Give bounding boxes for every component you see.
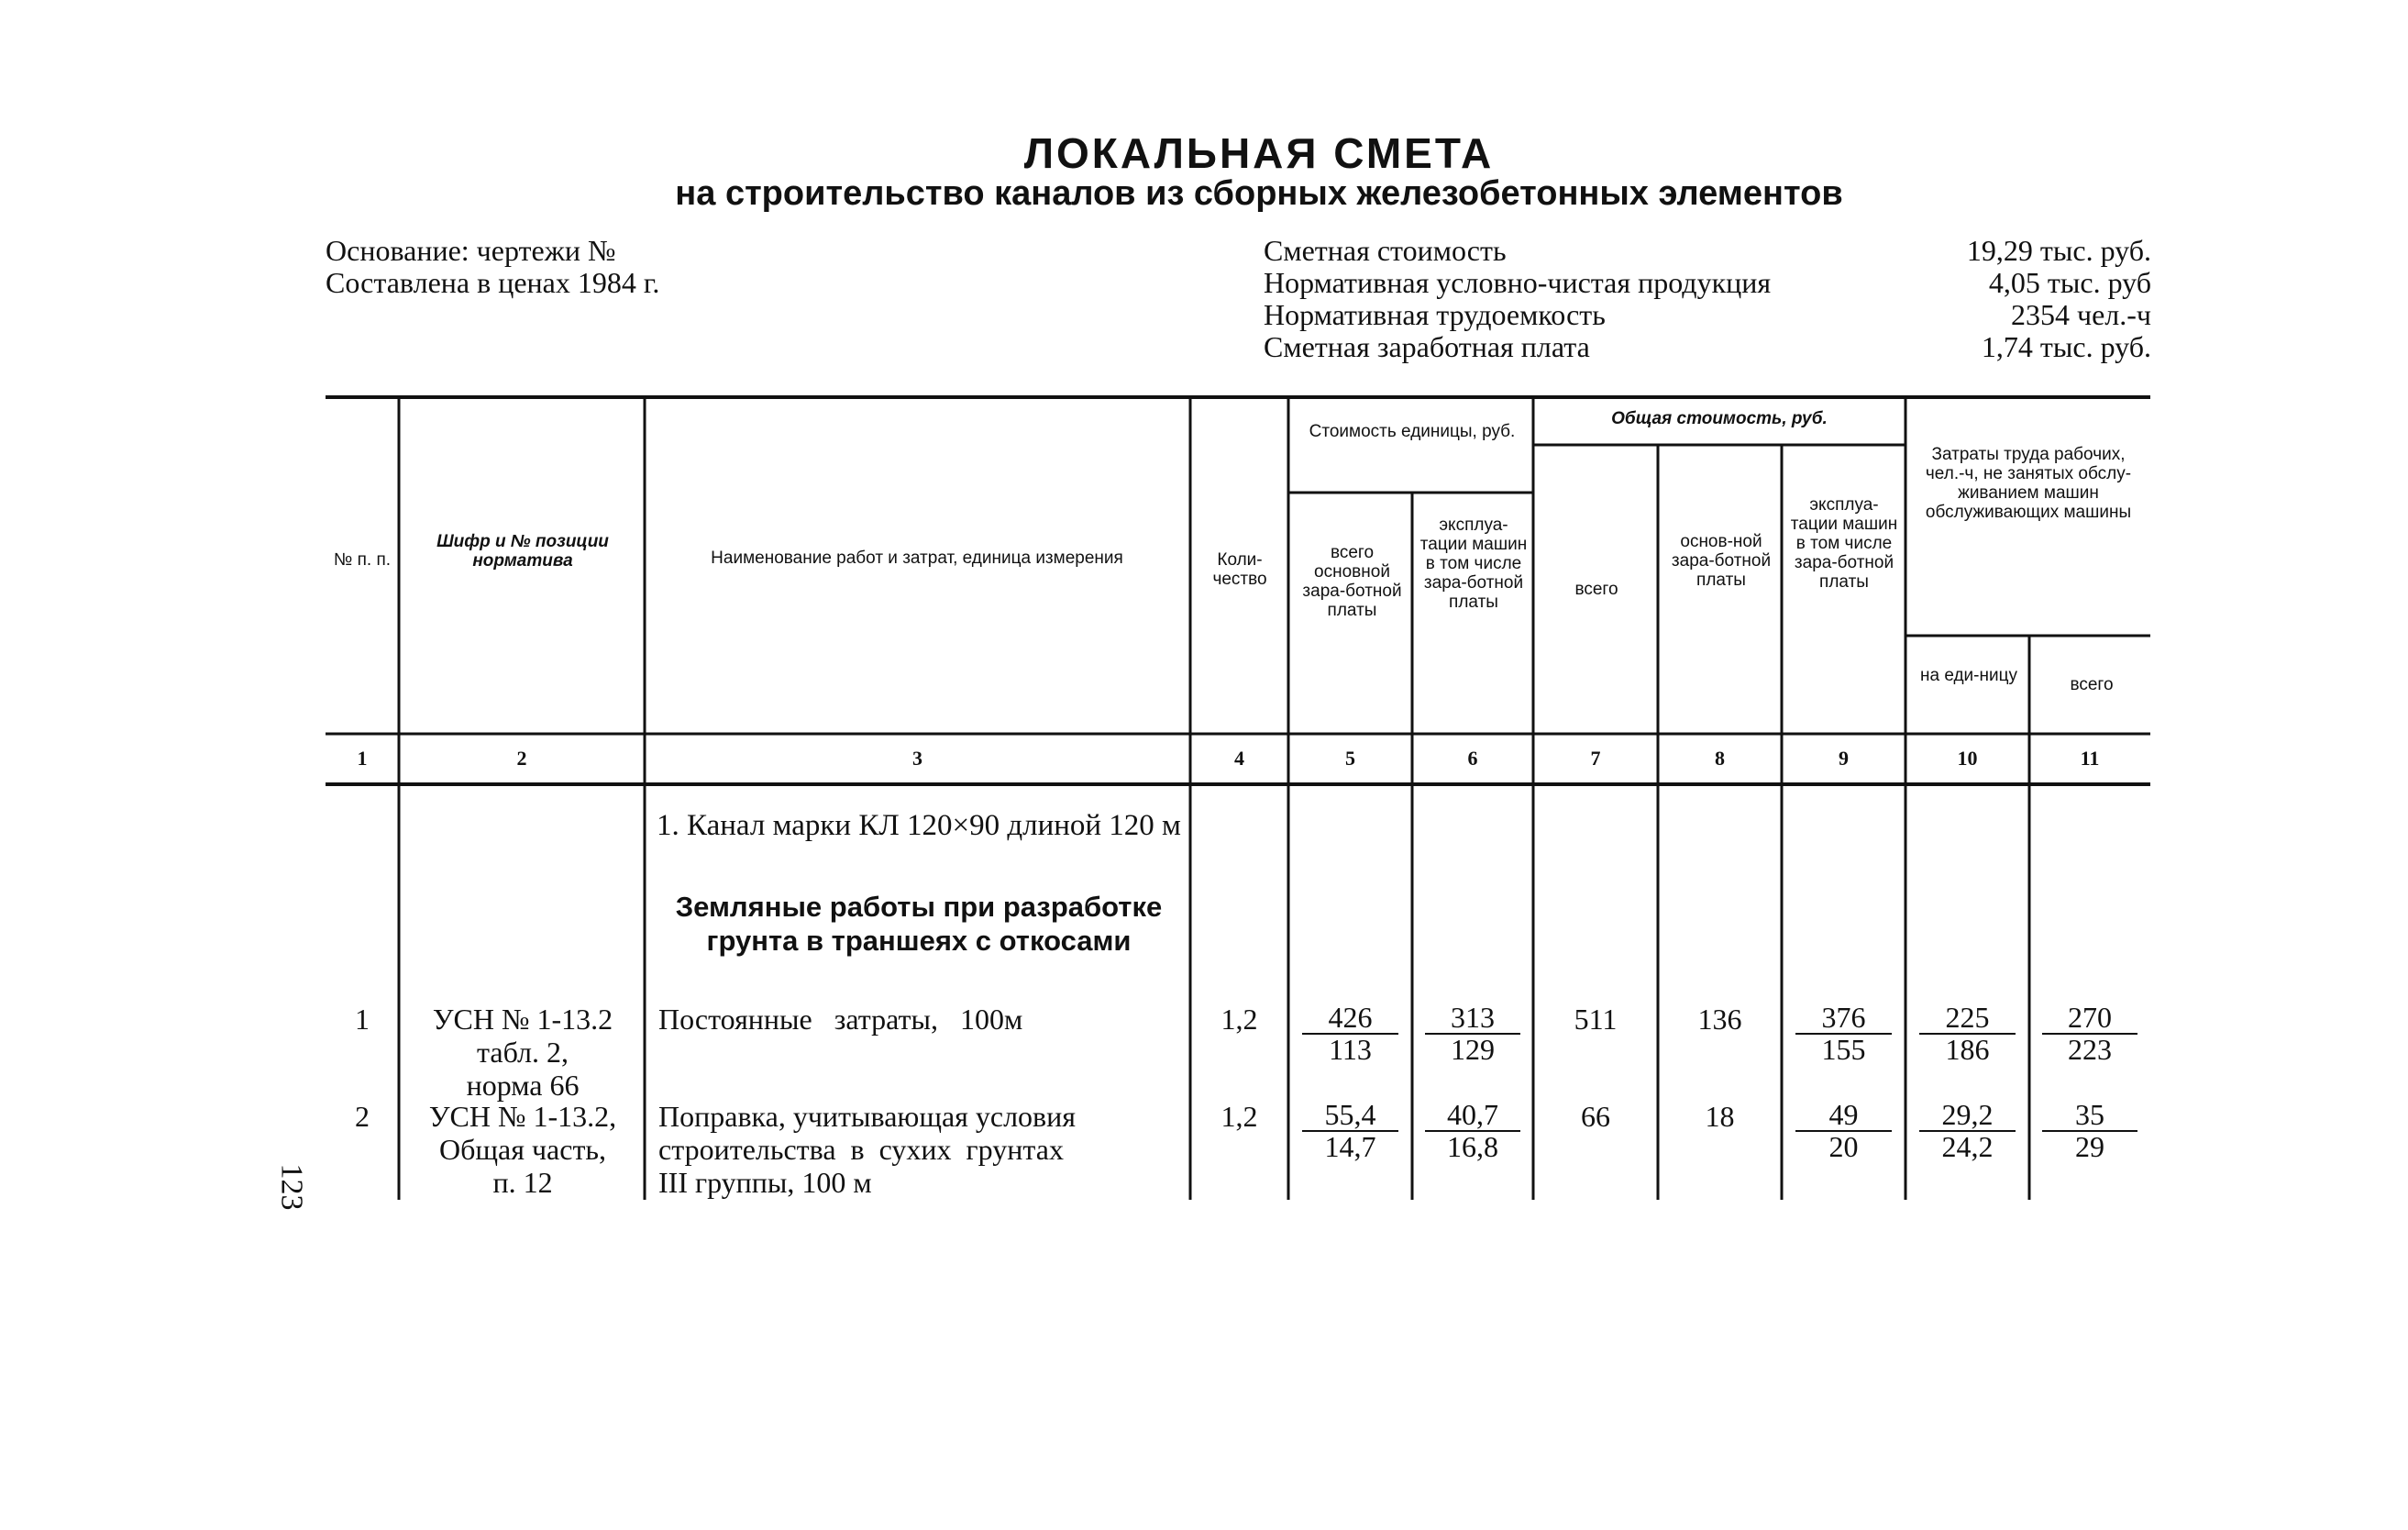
row-name: III группы, 100 м bbox=[658, 1166, 872, 1199]
row-code: п. 12 bbox=[492, 1166, 553, 1199]
row-col9-fraction bbox=[1795, 1003, 1892, 1065]
section-subheading: Земляные работы при разработке грунта в траншеях с откосами bbox=[675, 891, 1163, 957]
column-number: 10 bbox=[1957, 747, 1978, 770]
fraction-numerator: 376 bbox=[1795, 1003, 1892, 1035]
fraction-numerator: 426 bbox=[1302, 1003, 1398, 1035]
column-number: 6 bbox=[1467, 747, 1478, 770]
header-labor-group: Затраты труда рабочих, чел.-ч, не занятых обслу-живанием машин обслуживающих машины bbox=[1925, 445, 2132, 522]
row-col10-fraction bbox=[1919, 1100, 2016, 1162]
column-number: 9 bbox=[1839, 747, 1849, 770]
meta-prices: Составлена в ценах 1984 г. bbox=[326, 266, 660, 299]
fraction-numerator: 270 bbox=[2042, 1003, 2137, 1035]
row-quantity: 1,2 bbox=[1221, 1100, 1258, 1133]
document-subtitle: на строительство каналов из сборных железобетонных элементов bbox=[675, 174, 1843, 213]
meta-value: 2354 чел.-ч bbox=[2010, 298, 2151, 331]
section-heading: 1. Канал марки КЛ 120×90 длиной 120 м bbox=[657, 809, 1181, 842]
header-col-9: эксплуа-тации машин в том числе зара-ботной платы bbox=[1790, 495, 1898, 592]
fraction-numerator: 55,4 bbox=[1302, 1100, 1398, 1132]
header-col-1: № п. п. bbox=[333, 550, 392, 570]
row-col5-fraction bbox=[1302, 1003, 1398, 1065]
row-quantity: 1,2 bbox=[1221, 1003, 1258, 1036]
fraction-denominator: 186 bbox=[1945, 1033, 1990, 1066]
meta-label: Нормативная условно-чистая продукция bbox=[1264, 266, 1772, 299]
row-col9-fraction bbox=[1795, 1100, 1892, 1162]
row-code: табл. 2, bbox=[476, 1036, 569, 1069]
fraction-numerator: 40,7 bbox=[1425, 1100, 1520, 1132]
fraction-denominator: 223 bbox=[2068, 1033, 2112, 1066]
row-col7: 511 bbox=[1574, 1003, 1618, 1036]
row-number: 2 bbox=[355, 1100, 370, 1133]
header-col-3: Наименование работ и затрат, единица измерения bbox=[711, 549, 1123, 568]
header-col-6: эксплуа-тации машин в том числе зара-ботной платы bbox=[1419, 516, 1528, 612]
header-unit-cost-group: Стоимость единицы, руб. bbox=[1309, 422, 1516, 441]
fraction-numerator: 35 bbox=[2042, 1100, 2137, 1132]
column-number: 7 bbox=[1590, 747, 1601, 770]
column-number: 2 bbox=[516, 747, 527, 770]
header-col-8: основ-ной зара-ботной платы bbox=[1671, 532, 1772, 590]
column-number: 11 bbox=[2080, 747, 2100, 770]
fraction-numerator: 29,2 bbox=[1919, 1100, 2016, 1132]
row-col8: 136 bbox=[1697, 1003, 1742, 1036]
row-col6-fraction bbox=[1425, 1100, 1520, 1162]
meta-label: Нормативная трудоемкость bbox=[1264, 298, 1606, 331]
row-col11-fraction bbox=[2042, 1003, 2137, 1065]
row-col6-fraction bbox=[1425, 1003, 1520, 1065]
header-col-4: Коли-чество bbox=[1212, 550, 1267, 589]
row-code: Общая часть, bbox=[438, 1133, 607, 1166]
meta-value: 4,05 тыс. руб bbox=[1988, 266, 2151, 299]
row-code: УСН № 1-13.2, bbox=[428, 1100, 617, 1133]
fraction-denominator: 14,7 bbox=[1324, 1130, 1376, 1163]
row-col7: 66 bbox=[1581, 1100, 1610, 1133]
header-col-5: всего основной зара-ботной платы bbox=[1302, 543, 1402, 620]
row-name: строительства в сухих грунтах bbox=[658, 1133, 1064, 1166]
row-name: Поправка, учитывающая условия bbox=[658, 1100, 1076, 1133]
document-title: ЛОКАЛЬНАЯ СМЕТА bbox=[1023, 129, 1495, 177]
row-col5-fraction bbox=[1302, 1100, 1398, 1162]
fraction-denominator: 16,8 bbox=[1447, 1130, 1498, 1163]
fraction-numerator: 225 bbox=[1919, 1003, 2016, 1035]
fraction-denominator: 113 bbox=[1329, 1033, 1372, 1066]
fraction-denominator: 155 bbox=[1821, 1033, 1866, 1066]
meta-label: Сметная стоимость bbox=[1264, 234, 1507, 267]
fraction-denominator: 20 bbox=[1828, 1130, 1859, 1163]
fraction-denominator: 129 bbox=[1451, 1033, 1495, 1066]
meta-basis: Основание: чертежи № bbox=[326, 234, 616, 267]
header-col-2: Шифр и № позиции норматива bbox=[436, 532, 609, 571]
column-number: 3 bbox=[912, 747, 922, 770]
row-col11-fraction bbox=[2042, 1100, 2137, 1162]
row-number: 1 bbox=[355, 1003, 370, 1036]
column-number: 4 bbox=[1234, 747, 1244, 770]
meta-value: 19,29 тыс. руб. bbox=[1966, 234, 2151, 267]
row-code: УСН № 1-13.2 bbox=[432, 1003, 613, 1036]
meta-label: Сметная заработная плата bbox=[1264, 330, 1590, 363]
fraction-numerator: 49 bbox=[1795, 1100, 1892, 1132]
meta-value: 1,74 тыс. руб. bbox=[1981, 330, 2151, 363]
header-col-11: всего bbox=[2070, 675, 2114, 694]
row-name: Постоянные затраты, 100м bbox=[658, 1003, 1023, 1036]
row-col8: 18 bbox=[1705, 1100, 1735, 1133]
fraction-numerator: 313 bbox=[1425, 1003, 1520, 1035]
row-col10-fraction bbox=[1919, 1003, 2016, 1065]
column-number: 1 bbox=[357, 747, 368, 770]
header-col-10: на еди-ницу bbox=[1919, 666, 2017, 685]
header-total-cost-group: Общая стоимость, руб. bbox=[1611, 409, 1828, 428]
row-code: норма 66 bbox=[466, 1069, 580, 1102]
fraction-denominator: 29 bbox=[2075, 1130, 2104, 1163]
header-col-7: всего bbox=[1574, 580, 1618, 599]
column-number: 5 bbox=[1345, 747, 1355, 770]
page-number: 123 bbox=[274, 1163, 309, 1211]
fraction-denominator: 24,2 bbox=[1941, 1130, 1994, 1163]
column-number: 8 bbox=[1715, 747, 1725, 770]
